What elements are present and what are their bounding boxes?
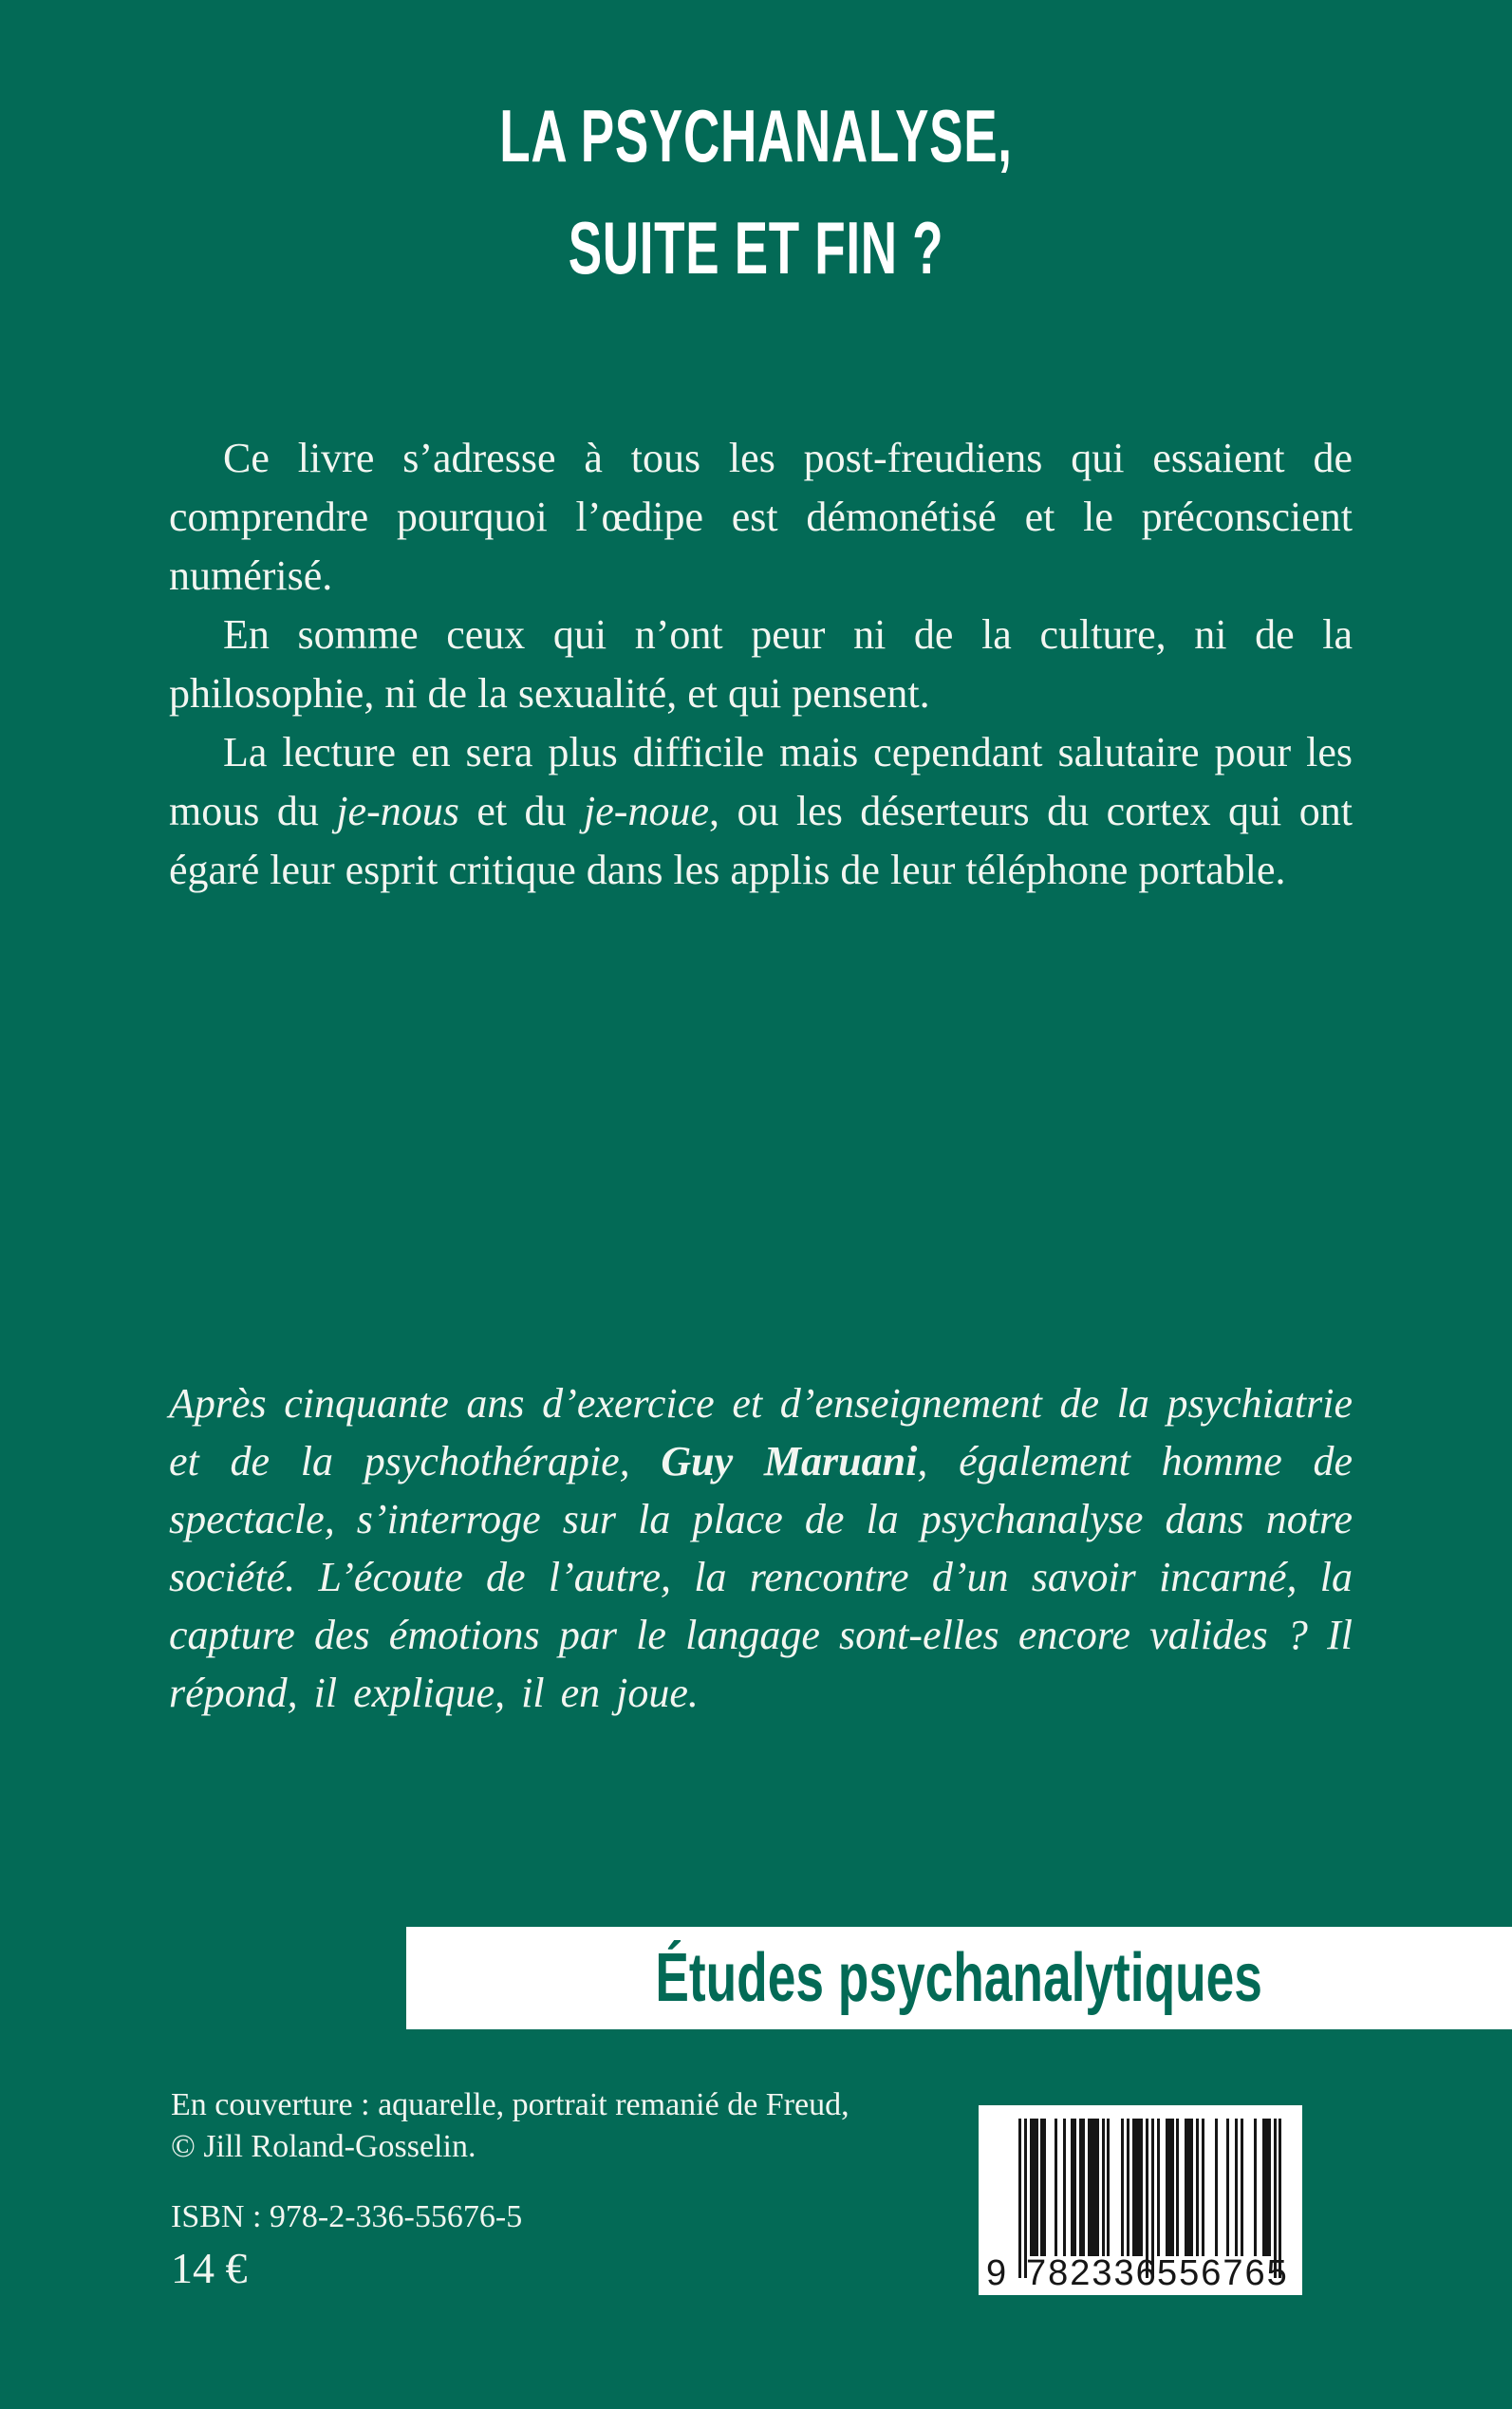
synopsis-p3-italic-je-nous: je-nous xyxy=(336,788,459,834)
barcode-group1: 782336 xyxy=(1026,2253,1158,2293)
isbn: ISBN : 978-2-336-55676-5 xyxy=(171,2199,523,2234)
price: 14 € xyxy=(171,2244,248,2292)
ean13-barcode xyxy=(979,2105,1302,2295)
collection-name: Études psychanalytiques xyxy=(655,1940,1263,2016)
synopsis-p3-seg1: La lecture en sera plus difficile mais cependant salutaire pour les mous du xyxy=(169,729,1353,834)
synopsis-paragraph-2: En somme ceux qui n’ont peur ni de la culture, ni de la philosophie, ni de la sexualité, et qui pensent. xyxy=(169,611,1353,717)
synopsis-p3-italic-je-noue: je-noue xyxy=(584,788,709,834)
author-name: Guy Maruani xyxy=(661,1438,918,1485)
barcode-digits xyxy=(979,2253,1302,2293)
cover-credits-line1: En couverture : aquarelle, portrait remanié de Freud, xyxy=(171,2087,849,2122)
author-note-seg1: Après cinquante ans d’exercice et d’enseignement de la psychiatrie et de la psychothérapie, xyxy=(169,1380,1353,1485)
author-note xyxy=(169,1374,1353,1722)
book-title xyxy=(242,80,1270,304)
cover-credits-line2: © Jill Roland-Gosselin. xyxy=(171,2129,476,2164)
author-note-seg3: , également homme de spectacle, s’interroge sur la place de la psychanalyse dans notre société. L’écoute de l’autre, la rencontre d’un savoir incarné, la capture des émotions par le langage sont-elles encore valides ? Il répond, il explique, il en joue. xyxy=(169,1438,1353,1716)
cover-credits xyxy=(171,2084,849,2168)
barcode-digit-left: 9 xyxy=(986,2253,1007,2293)
synopsis-p3-seg5: , ou les déserteurs du cortex qui ont égaré leur esprit critique dans les applis de leur téléphone portable. xyxy=(169,788,1353,893)
collection-band xyxy=(406,1927,1512,2029)
barcode-group2: 556765 xyxy=(1157,2253,1289,2293)
synopsis xyxy=(169,429,1353,900)
book-title-line1: LA PSYCHANALYSE, xyxy=(499,94,1013,177)
synopsis-paragraph-1: Ce livre s’adresse à tous les post-freudiens qui essaient de comprendre pourquoi l’œdipe est démonétisé et le préconscient numérisé. xyxy=(169,435,1353,599)
synopsis-paragraph-3 xyxy=(169,723,1353,900)
synopsis-p3-seg3: et du xyxy=(458,788,585,834)
book-title-line2: SUITE ET FIN ? xyxy=(568,206,944,289)
